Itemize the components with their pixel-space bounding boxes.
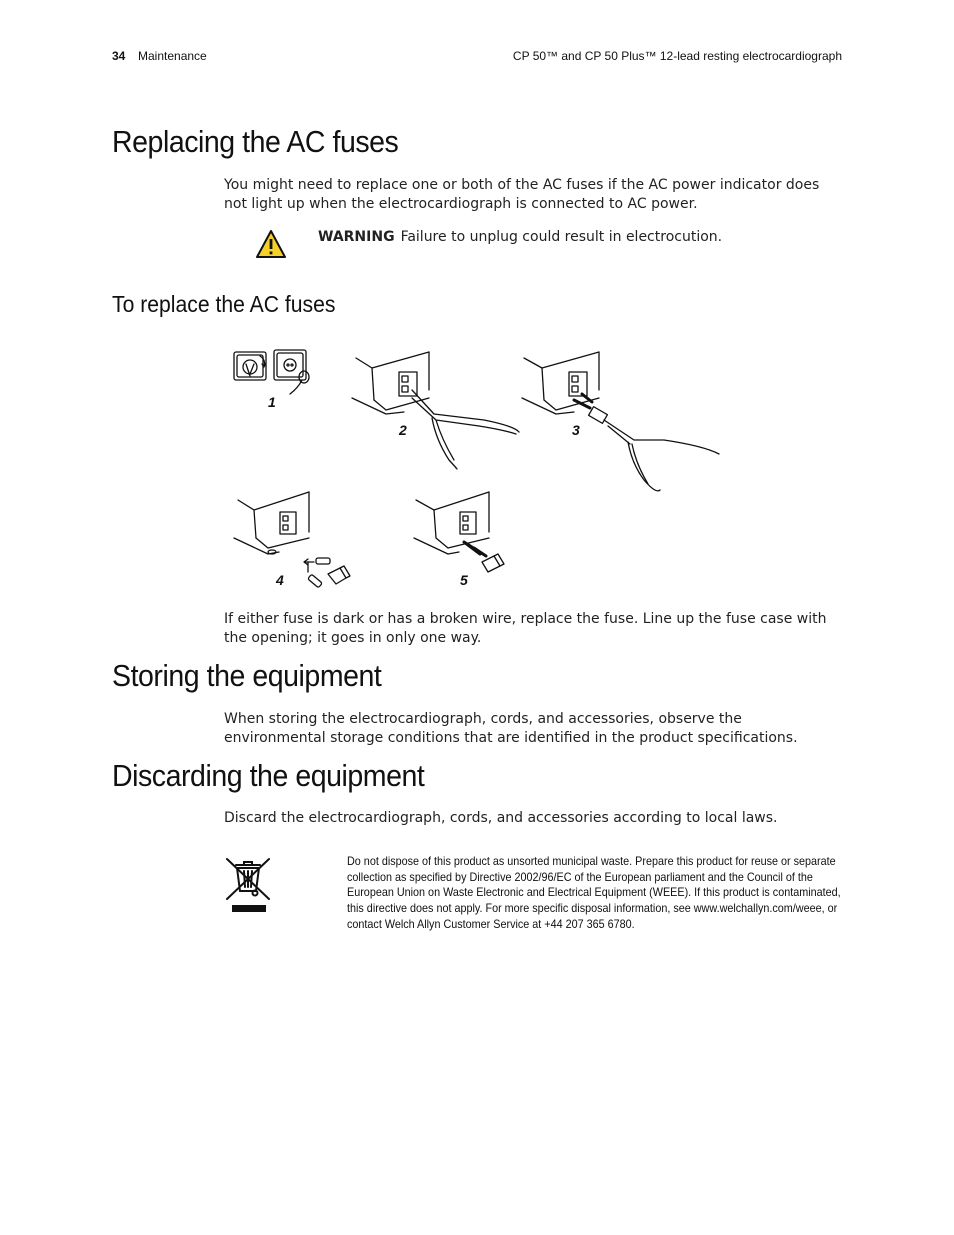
fuse-replacement-note: If either fuse is dark or has a broken wire, replace the fuse. Line up the fuse case with the opening; it goes in only one way. [224, 611, 827, 646]
step5-reinsert-fuse-holder-illustration [414, 492, 504, 572]
warning-message [318, 229, 722, 245]
warning-text: Failure to unplug could result in electrocution. [400, 229, 723, 245]
section-name: Maintenance [138, 49, 207, 63]
step-5-label: 5 [460, 572, 468, 588]
replacing-intro: You might need to replace one or both of the AC fuses if the AC power indicator does not light up when the electrocardiograph is connected to AC power. [224, 177, 820, 212]
step-3-label: 3 [572, 422, 580, 438]
heading-storing: Storing the equipment [112, 658, 382, 693]
warning-label: WARNING [318, 229, 395, 245]
step3-extract-fuse-holder-illustration [522, 352, 719, 491]
step-1-label: 1 [268, 394, 276, 410]
step-2-label: 2 [399, 422, 407, 438]
step-4-label: 4 [276, 572, 284, 588]
warning-triangle-icon [255, 229, 287, 259]
fuse-replacement-illustration [224, 340, 724, 595]
heading-replacing-ac-fuses: Replacing the AC fuses [112, 124, 399, 159]
crossed-out-wheelie-bin-icon [222, 855, 274, 915]
page-number: 34 [112, 49, 126, 63]
heading-procedure: To replace the AC fuses [112, 291, 336, 317]
weee-disposal-notice: Do not dispose of this product as unsorted municipal waste. Prepare this product for reuse or separate collection as specified by Directive 2002/96/EC of the European parliament and the Council of the European Union on Waste Electronic and Electrical Equipment (WEEE). If this product is contaminated, this directive does not apply. For more specific disposal information, see www.welchallyn.com/weee, or contact Welch Allyn Customer Service at +44 207 365 6780. [347, 854, 841, 931]
storing-text: When storing the electrocardiograph, cords, and accessories, observe the environmental storage conditions that are identified in the product specifications. [224, 711, 798, 746]
step1-unplug-illustration [234, 350, 309, 394]
step2-remove-fuse-holder-illustration [352, 352, 519, 469]
discarding-text: Discard the electrocardiograph, cords, and accessories according to local laws. [224, 810, 778, 826]
step4-fuses-illustration [234, 492, 350, 588]
heading-discarding: Discarding the equipment [112, 758, 425, 793]
document-title: CP 50™ and CP 50 Plus™ 12-lead resting electrocardiograph [512, 49, 842, 63]
